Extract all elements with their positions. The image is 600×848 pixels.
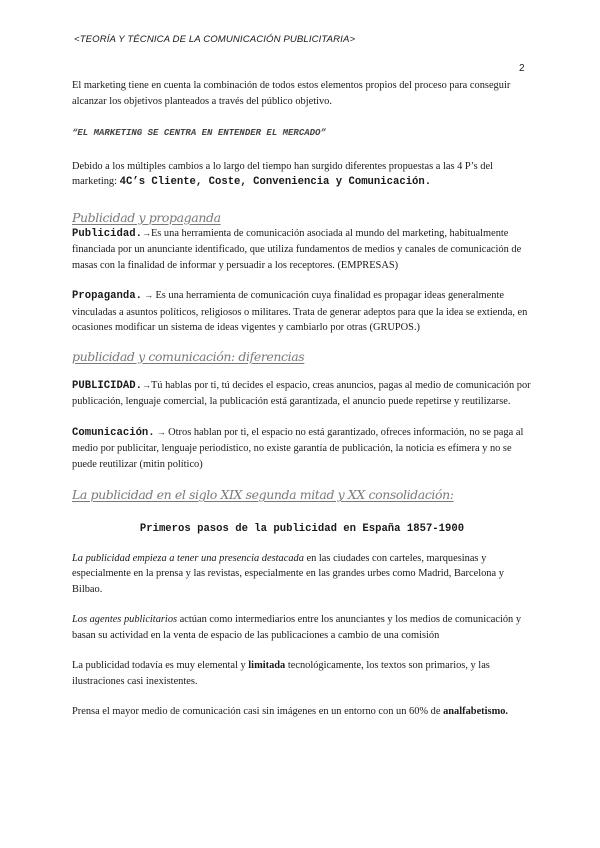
paragraph-agentes [72, 612, 532, 643]
publicidad-term: Publicidad. [72, 227, 142, 240]
publicidad-definition [72, 226, 532, 274]
comunicacion-text: Otros hablan por ti, el espacio no está garantizado, ofreces información, no se paga al medio por publicitar, lenguaje periodístico, no existe garantía de publicación, la noticia es efímera y no se puede reutilizar (mitin político) [72, 426, 524, 470]
arrow-icon: → [141, 379, 151, 390]
four-c-strong: 4C’s Cliente, Coste, Conveniencia y Comunicación. [119, 176, 432, 188]
four-c-paragraph [72, 159, 532, 191]
propaganda-text: Es una herramienta de comunicación cuya finalidad es propagar ideas generalmente vinculadas a asuntos políticos, religiosos o militares. Trata de generar adeptos para que la idea se extienda, en ocasiones modificar un sistema de ideas vigentes y cambiarlo por otras (GRUPOS.) [72, 290, 528, 333]
publicidad-text: Es una herramienta de comunicación asociada al mundo del marketing, habitualmente financiada por un anunciante identificado, que utiliza fundamentos de medios y canales de comunicación de masas con la finalidad de informar y persuadir a los receptores. (EMPRESAS) [72, 227, 522, 271]
section-title-publicidad-propaganda: Publicidad y propaganda [72, 209, 221, 225]
paragraph-elemental [72, 658, 532, 689]
propaganda-term: Propaganda. [72, 290, 142, 302]
propaganda-definition [72, 288, 532, 336]
paragraph-prensa [72, 704, 532, 720]
arrow-icon: → [154, 426, 169, 437]
subheading-primeros-pasos: Primeros pasos de la publicidad en España 1857-1900 [139, 523, 465, 535]
publicidad-diferencias-text: Tú hablas por ti, tú decides el espacio, creas anuncios, pagas al medio de comunicación por publicación, lenguaje comercial, la publicación está garantizada, el anuncio puede repetirse y reutilizarse. [72, 379, 531, 407]
section-title-siglo-xix: La publicidad en el siglo XIX segunda mitad y XX consolidación: [72, 487, 454, 502]
publicidad-diferencias [72, 378, 532, 410]
limitada-bold: limitada [248, 660, 286, 671]
paragraph-presencia [72, 551, 532, 598]
running-header: <TEORÍA Y TÉCNICA DE LA COMUNICACIÓN PUBLICITARIA> [74, 34, 356, 45]
prensa-text: Prensa el mayor medio de comunicación casi sin imágenes en un entorno con un 60% de [72, 706, 444, 717]
marketing-quote: “EL MARKETING SE CENTRA EN ENTENDER EL MERCADO” [72, 128, 326, 138]
page-content [72, 78, 532, 720]
arrow-icon: → [141, 227, 151, 238]
presencia-italic: La publicidad empieza a tener una presencia destacada [72, 552, 304, 564]
section-title-diferencias: publicidad y comunicación: diferencias [72, 348, 305, 364]
elemental-text-b: tecnológicamente, los textos son primarios, y las ilustraciones casi inexistentes. [72, 660, 490, 687]
intro-paragraph: El marketing tiene en cuenta la combinación de todos estos elementos propios del proceso para conseguir alcanzar los objetivos planteados a través del público objetivo. [72, 80, 511, 107]
publicidad-upper-term: PUBLICIDAD. [72, 379, 142, 392]
page-number: 2 [519, 63, 525, 74]
comunicacion-diferencias [72, 425, 532, 473]
elemental-text-a: La publicidad todavía es muy elemental y [72, 660, 249, 671]
agentes-text: actúan como intermediarios entre los anunciantes y los medios de comunicación y basan su actividad en la venta de espacio de las publicaciones a cambio de una comisión [72, 614, 522, 641]
arrow-icon: → [141, 290, 156, 300]
agentes-italic: Los agentes publicitarios [72, 614, 178, 625]
presencia-text: en las ciudades con carteles, marquesinas y especialmente en la prensa y las revistas, especialmente en las grandes urbes como Madrid, Barcelona y Bilbao. [72, 552, 504, 595]
comunicacion-term: Comunicación. [72, 426, 155, 439]
four-c-text: Debido a los múltiples cambios a lo largo del tiempo han surgido diferentes propuestas a las 4 P’s del marketing: [72, 160, 493, 187]
analfabetismo-bold: analfabetismo. [443, 706, 509, 717]
